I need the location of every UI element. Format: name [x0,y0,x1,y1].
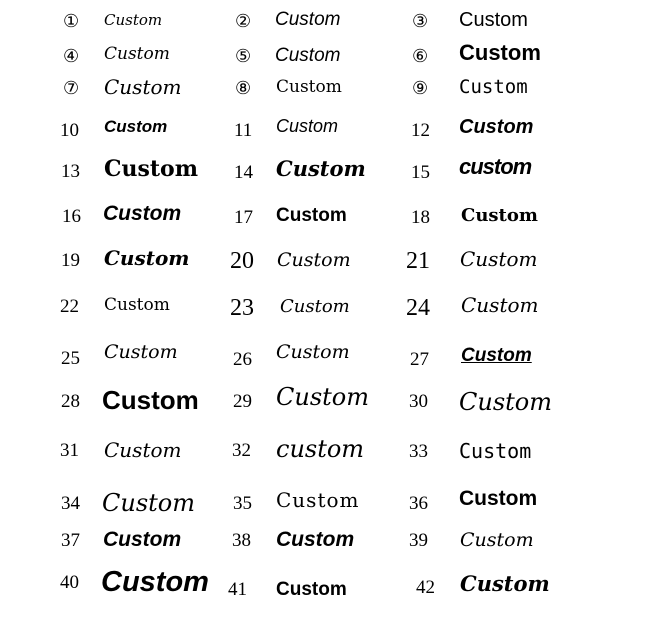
option-number: 41 [228,579,247,600]
font-sample: Custom [459,388,552,416]
option-number: 42 [416,577,435,598]
font-sample: Custom [276,77,342,97]
font-sample: Custom [104,75,182,99]
font-sample: Custom [276,156,366,181]
font-sample: Custom [275,9,341,30]
font-sample: Custom [276,383,369,411]
font-sample: Custom [276,579,347,600]
font-sample: Custom [104,44,170,64]
option-number: 25 [61,348,80,369]
option-number: 19 [61,250,80,271]
option-number: 21 [406,248,430,274]
font-sample: Custom [461,205,538,226]
option-number: ④ [63,46,80,66]
font-sample: Custom [104,156,199,182]
option-number: 14 [234,162,253,183]
font-sample: Custom [459,9,528,31]
option-number: 39 [409,530,428,551]
option-number: 35 [233,493,252,514]
option-number: 30 [409,391,428,412]
option-number: 15 [411,162,430,183]
option-number: 32 [232,440,251,461]
option-number: 34 [61,493,80,514]
font-sample: custom [276,435,365,463]
font-sample: Custom [459,40,541,65]
option-number: ⑥ [412,46,429,66]
option-number: 23 [230,295,254,321]
option-number: ⑨ [412,78,429,98]
option-number: ① [63,11,80,31]
option-number: 22 [60,296,79,317]
option-number: ② [235,11,252,31]
option-number: ⑧ [235,78,252,98]
option-number: 13 [61,161,80,182]
option-number: 29 [233,391,252,412]
font-sample: Custom [104,295,170,315]
option-number: 36 [409,493,428,514]
font-sample: Custom [276,528,355,551]
font-sample: Custom [461,345,532,366]
font-sample: Custom [103,528,182,551]
option-number: 24 [406,295,430,321]
font-sample: Custom [460,529,534,551]
font-sample: Custom [104,246,190,270]
font-sample: Custom [101,566,209,598]
font-sample: Custom [276,116,339,136]
option-number: 27 [410,349,429,370]
option-number: 18 [411,207,430,228]
option-number: 20 [230,248,254,274]
font-sample: Custom [461,293,539,317]
option-number: 10 [60,120,79,141]
font-sample: Custom [276,341,350,363]
font-sample: Custom [104,341,178,363]
font-sample: Custom [275,45,341,66]
option-number: 12 [411,120,430,141]
option-number: 38 [232,530,251,551]
font-sample: Custom [276,205,347,226]
font-sample: Custom [104,117,168,136]
option-number: 40 [60,572,79,593]
option-number: 37 [61,530,80,551]
option-number: 17 [234,207,253,228]
font-sample: Custom [280,296,350,317]
font-sample: Custom [459,487,538,510]
option-number: 33 [409,441,428,462]
option-number: 11 [234,120,253,141]
font-sample: Custom [104,11,163,29]
option-number: 26 [233,349,252,370]
font-sample: Custom [459,439,532,463]
option-number: ⑤ [235,46,252,66]
option-number: ⑦ [63,78,80,98]
option-number: ③ [412,11,429,31]
font-sample: Custom [459,116,534,138]
option-number: 16 [62,206,81,227]
font-sample: Custom [103,202,182,225]
option-number: 28 [61,391,80,412]
font-sample: Custom [459,76,528,98]
font-sample: Custom [102,385,199,415]
font-sample: custom [459,154,532,179]
font-sample: Custom [102,489,195,517]
font-sample: Custom [460,247,538,271]
font-sample: Custom [104,438,182,462]
option-number: 31 [60,440,79,461]
font-sample: Custom [277,249,351,271]
font-sample: Custom [460,571,550,596]
font-sample: Custom [276,488,360,512]
